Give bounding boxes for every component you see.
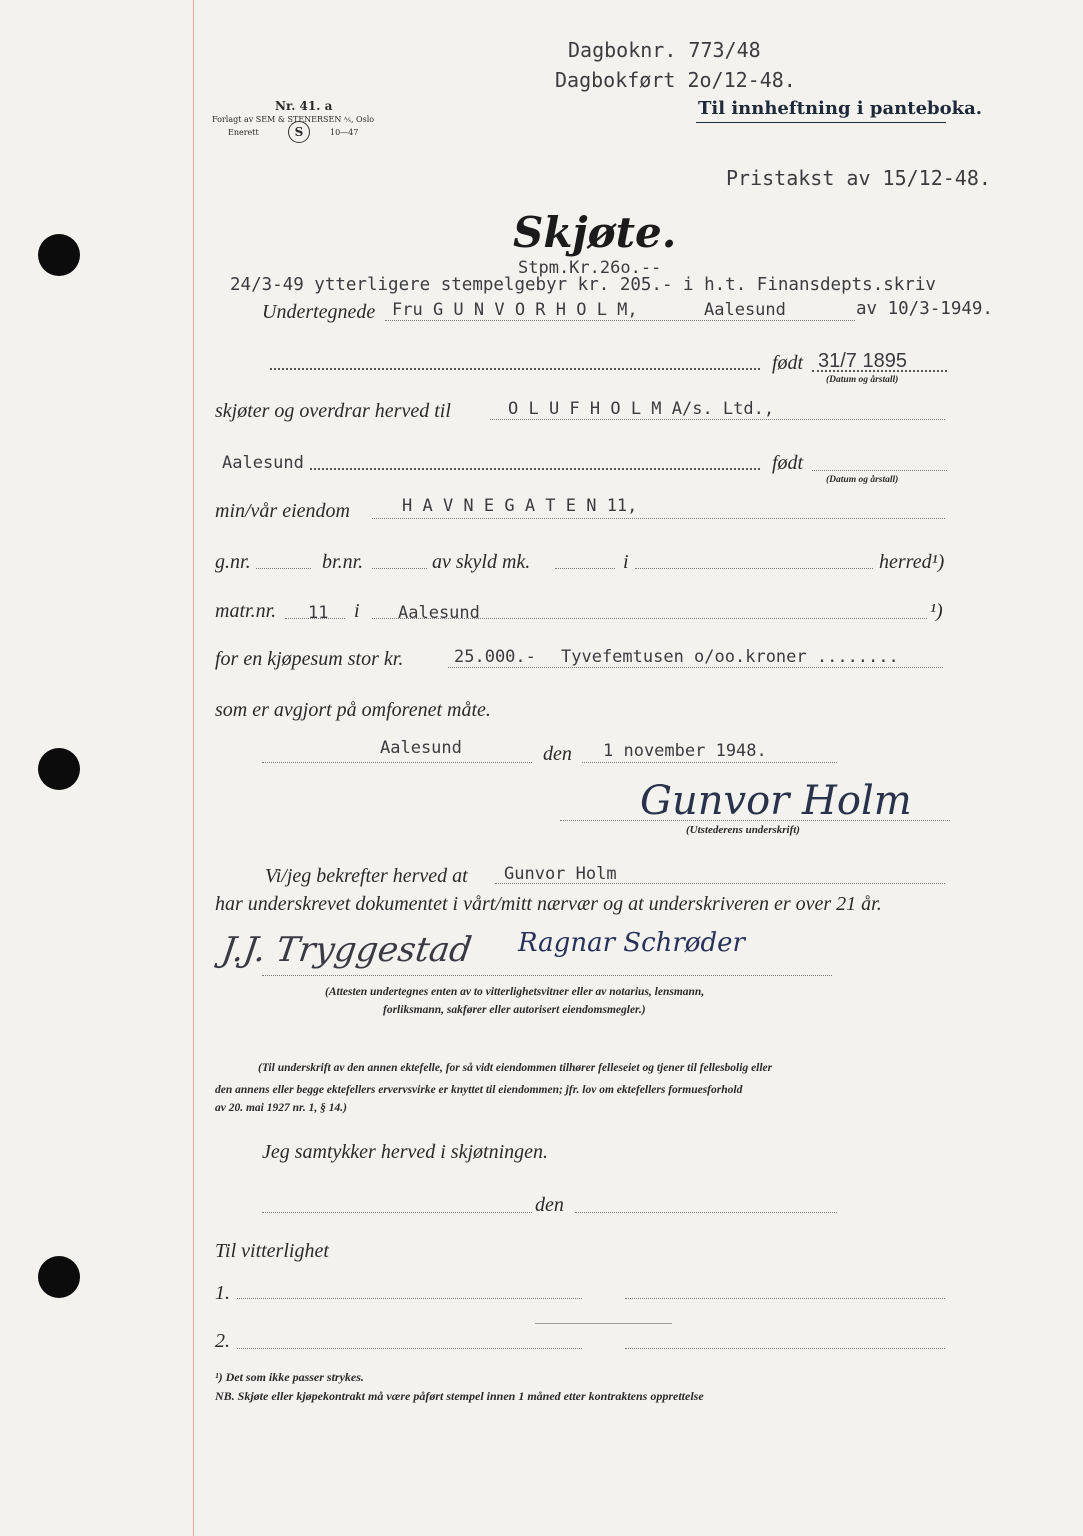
spouse-note-line3: av 20. mai 1927 nr. 1, § 14.) — [215, 1102, 347, 1114]
price-words: Tyvefemtusen o/oo.kroner ........ — [561, 647, 899, 667]
buyer-place-line — [310, 468, 760, 470]
property-label: min/vår eiendom — [215, 500, 350, 522]
buyer-fodt-label: født — [772, 452, 804, 474]
buyer-name: O L U F H O L M A/s. Ltd., — [508, 399, 775, 419]
matr-place: Aalesund — [398, 603, 480, 623]
gnr-line — [256, 568, 311, 569]
signature-note: (Utstederens underskrift) — [686, 824, 800, 836]
brnr-label: br.nr. — [322, 551, 364, 573]
price-settled: som er avgjort på omforenet måte. — [215, 699, 491, 721]
form-number: Nr. 41. a — [275, 99, 333, 113]
seller-fodt-line — [812, 370, 947, 372]
vitterlighet-2: 2. — [215, 1330, 230, 1352]
herred-i-label: i — [623, 551, 629, 573]
extra-fee-line1: 24/3-49 ytterligere stempelgebyr kr. 205.- i h.t. Finansdepts.skriv — [230, 275, 936, 295]
vitterlighet-1-line-b — [625, 1298, 945, 1299]
confirm-text: har underskrevet dokumentet i vårt/mitt nærvær og at underskriveren er over 21 år. — [215, 893, 882, 915]
margin-rule — [193, 0, 194, 1536]
seller-fodt-value: 31/7 1895 — [818, 350, 907, 372]
signing-date: 1 november 1948. — [603, 741, 767, 761]
buyer-place: Aalesund — [222, 453, 304, 473]
vitterlighet-divider — [535, 1323, 672, 1324]
signing-date-line — [582, 762, 837, 763]
buyer-line — [490, 419, 945, 420]
seller-fodt-label: født — [772, 352, 804, 374]
matr-i-label: i — [354, 600, 360, 622]
form-publisher: Forlagt av SEM & STENERSEN ⅍, Oslo — [212, 115, 375, 124]
dagbokfort: Dagbokført 2o/12-48. — [555, 68, 796, 92]
footnote-1: ¹) Det som ikke passer strykes. — [215, 1370, 364, 1384]
consent-den-label: den — [535, 1194, 564, 1216]
consent-date-line — [575, 1212, 837, 1213]
vitterlighet-1-line-a — [237, 1298, 582, 1299]
signing-place: Aalesund — [380, 738, 462, 758]
seller-name: Fru G U N V O R H O L M, — [392, 300, 638, 320]
herred-line — [635, 568, 873, 569]
matr-line — [285, 618, 345, 619]
brnr-line — [372, 568, 427, 569]
price-line — [448, 667, 943, 668]
vitterlighet-2-line-a — [237, 1348, 582, 1349]
confirm-name: Gunvor Holm — [504, 864, 617, 884]
stamp-fee: Stpm.Kr.26o.-- — [518, 258, 662, 278]
consent-text: Jeg samtykker herved i skjøtningen. — [262, 1141, 549, 1163]
consent-place-line — [262, 1212, 532, 1213]
witness-note-line2: forliksmann, sakfører eller autorisert eiendomsmegler.) — [383, 1004, 646, 1016]
publisher-logo-icon: S — [288, 121, 310, 143]
signature-line — [560, 820, 950, 821]
price-value: 25.000.- — [454, 647, 536, 667]
spouse-note-line2: den annens eller begge ektefellers ervervsvirke er knyttet til eiendommen; jfr. lov om ektefellers formuesforhold — [215, 1084, 743, 1096]
til-innheftning-underline — [696, 122, 946, 123]
property-line — [372, 518, 945, 519]
signing-place-line — [262, 762, 532, 763]
witness-signature-1: J.J. Tryggestad — [219, 930, 475, 970]
matr-value: 11 — [308, 603, 329, 623]
form-enerett: Enerett — [228, 128, 259, 137]
seller-dotline — [385, 320, 855, 321]
confirm-line — [495, 883, 945, 884]
gnr-label: g.nr. — [215, 551, 251, 573]
matr-label: matr.nr. — [215, 600, 277, 622]
witness-note-line1: (Attesten undertegnes enten av to vitterlighetsvitner eller av notarius, lensmann, — [325, 986, 705, 998]
buyer-datum-note: (Datum og årstall) — [826, 475, 899, 485]
witness-signature-2: Ragnar Schrøder — [518, 928, 745, 958]
price-label: for en kjøpesum stor kr. — [215, 648, 404, 670]
vitterlighet-1: 1. — [215, 1282, 230, 1304]
til-innheftning: Til innheftning i panteboka. — [698, 98, 983, 119]
matr-note: ¹) — [930, 600, 943, 622]
seller-label: Undertegnede — [262, 301, 376, 323]
buyer-fodt-line — [812, 470, 947, 471]
skyld-line — [555, 568, 615, 569]
signing-den-label: den — [543, 743, 572, 765]
confirm-label: Vi/jeg bekrefter herved at — [265, 865, 468, 887]
vitterlighet-label: Til vitterlighet — [215, 1240, 329, 1262]
seller-signature: Gunvor Holm — [640, 778, 912, 824]
spouse-note-line1: (Til underskrift av den annen ektefelle, for så vidt eiendommen tilhører felleseiet og tjener til fellesbolig eller — [258, 1062, 773, 1074]
seller-blank-line — [270, 368, 760, 370]
dagboknr: Dagboknr. 773/48 — [568, 38, 761, 62]
seller-datum-note: (Datum og årstall) — [826, 375, 899, 385]
form-date: 10—47 — [330, 128, 359, 137]
witness-line — [262, 975, 832, 976]
herred-label: herred¹) — [879, 551, 945, 573]
punch-hole-top — [38, 234, 80, 276]
extra-fee-line2: av 10/3-1949. — [856, 299, 993, 319]
vitterlighet-2-line-b — [625, 1348, 945, 1349]
property-name: H A V N E G A T E N 11, — [402, 496, 638, 516]
punch-hole-bottom — [38, 1256, 80, 1298]
skyld-label: av skyld mk. — [432, 551, 531, 573]
document-title: Skjøte. — [513, 208, 677, 257]
footnote-nb: NB. Skjøte eller kjøpekontrakt må være påført stempel innen 1 måned etter kontraktens opprettelse — [215, 1389, 704, 1403]
buyer-label: skjøter og overdrar herved til — [215, 400, 451, 422]
pristakst: Pristakst av 15/12-48. — [726, 166, 991, 190]
matr-place-line — [372, 618, 927, 619]
punch-hole-middle — [38, 748, 80, 790]
seller-place: Aalesund — [704, 300, 786, 320]
